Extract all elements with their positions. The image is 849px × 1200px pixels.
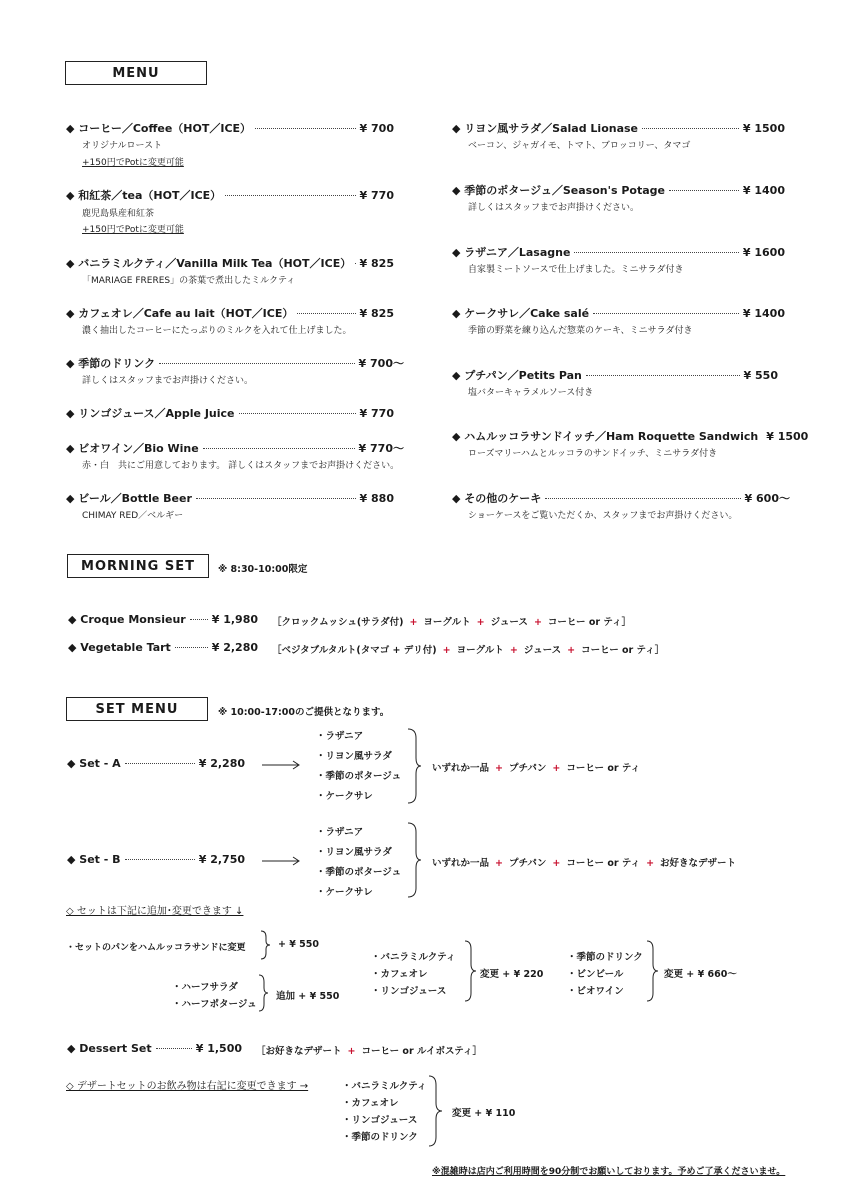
set-a-option: ・リヨン風サラダ	[316, 751, 392, 762]
item-name: ◆ カフェオレ／Cafe au lait（HOT／ICE）	[66, 307, 294, 320]
set-a-line	[67, 757, 245, 770]
menu-item	[66, 120, 394, 136]
item-name: ◆ ケークサレ／Cake salé	[452, 307, 590, 320]
set-a-includes: いずれか一品 + プチパン + コーヒー or ティ	[432, 763, 641, 774]
menu-item	[452, 305, 785, 321]
item-name: ◆ バニラミルクティ／Vanilla Milk Tea（HOT／ICE）	[66, 257, 352, 270]
change-item: ・ハーフサラダ	[172, 982, 238, 993]
item-desc: ショーケースをご覧いただくか、スタッフまでお声掛けください。	[468, 511, 738, 521]
arrow-right-icon	[262, 856, 302, 866]
item-price: ¥ 550	[743, 369, 778, 382]
change-item: ・バニラミルクティ	[371, 952, 456, 963]
item-price: ¥ 700〜	[358, 357, 404, 370]
item-desc: 塩バターキャラメルソース付き	[468, 388, 594, 398]
menu-item	[66, 355, 404, 371]
footer-note: ※混雑時は店内ご利用時間を90分制でお願いしております。予めご了承くださいませ。	[432, 1167, 786, 1177]
item-name: ◆ ビオワイン／Bio Wine	[66, 442, 199, 455]
right-brace-icon	[464, 940, 478, 1002]
change-item: ・季節のドリンク	[567, 952, 643, 963]
item-name: ◆ Set - B	[67, 853, 121, 866]
item-price: ¥ 770	[359, 189, 394, 202]
item-desc: +150円でPotに変更可能	[82, 225, 184, 235]
right-brace-icon	[260, 930, 272, 960]
item-price: ¥ 600〜	[744, 492, 790, 505]
item-name: ◆ Vegetable Tart	[68, 641, 171, 654]
set-menu-note: ※ 10:00-17:00のご提供となります。	[218, 707, 390, 718]
item-name: ◆ Croque Monsieur	[68, 613, 186, 626]
dessert-set-desc: ［お好きなデザート + コーヒー or ルイボスティ］	[256, 1046, 483, 1057]
item-desc: CHIMAY RED／ベルギー	[82, 511, 184, 521]
item-name: ◆ 季節のポタージュ／Season's Potage	[452, 184, 665, 197]
dessert-change-item: ・季節のドリンク	[342, 1132, 418, 1143]
set-a-option: ・ケークサレ	[316, 791, 373, 802]
set-b-option: ・リヨン風サラダ	[316, 847, 392, 858]
item-name: ◆ プチパン／Petits Pan	[452, 369, 582, 382]
set-b-includes: いずれか一品 + プチパン + コーヒー or ティ + お好きなデザート	[432, 858, 737, 869]
item-name: ◆ ラザニア／Lasagne	[452, 246, 571, 259]
dessert-change-item: ・リンゴジュース	[342, 1115, 418, 1126]
right-brace-icon	[428, 1075, 444, 1147]
set-a-option: ・季節のポタージュ	[316, 771, 402, 782]
menu-item	[452, 244, 785, 260]
set-changes-note: ◇ セットは下記に追加･変更できます ↓	[66, 906, 244, 917]
item-name: ◆ リンゴジュース／Apple Juice	[66, 407, 235, 420]
change-price: 変更 + ¥ 660〜	[664, 969, 737, 980]
item-desc: 濃く抽出したコーヒーにたっぷりのミルクを入れて仕上げました。	[82, 326, 352, 336]
item-name: ◆ 和紅茶／tea（HOT／ICE）	[66, 189, 222, 202]
arrow-right-icon	[262, 760, 302, 770]
item-desc: 赤・白 共にご用意しております。 詳しくはスタッフまでお声掛けください。	[82, 461, 400, 471]
change-price: + ¥ 550	[278, 939, 320, 950]
menu-item	[452, 367, 778, 383]
menu-item	[452, 428, 809, 444]
menu-item	[452, 490, 790, 506]
item-name: ◆ Dessert Set	[67, 1042, 152, 1055]
morning-item-desc: ［クロックムッシュ(サラダ付) + ヨーグルト + ジュース + コーヒー or ティ］	[272, 617, 632, 628]
item-desc: +150円でPotに変更可能	[82, 158, 184, 168]
item-desc: オリジナルロースト	[82, 141, 163, 151]
set-b-line	[67, 853, 245, 866]
item-price: ¥ 2,280	[198, 757, 245, 770]
change-price: 変更 + ¥ 220	[480, 969, 544, 980]
item-price: ¥ 1500	[742, 122, 785, 135]
dessert-change-item: ・バニラミルクティ	[342, 1081, 427, 1092]
dessert-change-price: 変更 + ¥ 110	[452, 1108, 516, 1119]
menu-item	[452, 120, 785, 136]
menu-item	[66, 187, 394, 203]
morning-item-line	[68, 613, 258, 626]
item-price: ¥ 1400	[742, 184, 785, 197]
change-item: ・セットのパンをハムルッコラサンドに変更	[66, 943, 246, 953]
item-desc: ローズマリーハムとルッコラのサンドイッチ、ミニサラダ付き	[468, 449, 718, 459]
item-price: ¥ 2,280	[211, 641, 258, 654]
item-desc: 詳しくはスタッフまでお声掛けください。	[82, 376, 254, 386]
item-desc: 詳しくはスタッフまでお声掛けください。	[468, 203, 640, 213]
set-a-option: ・ラザニア	[316, 731, 364, 742]
menu-title: MENU	[65, 61, 207, 85]
change-item: ・ビンビール	[567, 969, 624, 980]
item-name: ◆ 季節のドリンク	[66, 357, 156, 370]
item-price: ¥ 880	[359, 492, 394, 505]
dessert-change-item: ・カフェオレ	[342, 1098, 399, 1109]
item-name: ◆ ハムルッコラサンドイッチ／Ham Roquette Sandwich	[452, 430, 759, 443]
menu-item	[66, 490, 394, 506]
right-brace-icon	[258, 974, 270, 1012]
item-price: ¥ 1500	[766, 430, 809, 443]
menu-item	[66, 405, 394, 421]
item-name: ◆ その他のケーキ	[452, 492, 542, 505]
item-name: ◆ ビール／Bottle Beer	[66, 492, 192, 505]
item-desc: 「MARIAGE FRERES」の茶葉で煮出したミルクティ	[82, 276, 296, 286]
morning-item-desc: ［ベジタブルタルト(タマゴ + デリ付) + ヨーグルト + ジュース + コーヒー or ティ］	[272, 645, 665, 656]
set-b-option: ・ケークサレ	[316, 887, 373, 898]
change-item: ・ビオワイン	[567, 986, 624, 997]
morning-item-line	[68, 641, 258, 654]
item-price: ¥ 1,500	[195, 1042, 242, 1055]
set-menu-title: SET MENU	[66, 697, 208, 721]
right-brace-icon	[646, 940, 660, 1002]
change-price: 追加 + ¥ 550	[276, 991, 340, 1002]
change-item: ・ハーフポタージュ	[172, 999, 257, 1010]
item-desc: 鹿児島県産和紅茶	[82, 209, 155, 219]
dessert-set-line	[67, 1042, 242, 1055]
item-price: ¥ 825	[359, 307, 394, 320]
dessert-note: ◇ デザートセットのお飲み物は右記に変更できます →	[66, 1081, 309, 1092]
item-price: ¥ 2,750	[198, 853, 245, 866]
set-b-option: ・季節のポタージュ	[316, 867, 402, 878]
item-name: ◆ Set - A	[67, 757, 121, 770]
right-brace-icon	[406, 728, 422, 804]
item-name: ◆ リヨン風サラダ／Salad Lionase	[452, 122, 639, 135]
morning-note: ※ 8:30-10:00限定	[218, 564, 308, 575]
set-b-option: ・ラザニア	[316, 827, 364, 838]
menu-item	[66, 305, 394, 321]
morning-set-title: MORNING SET	[67, 554, 209, 578]
item-price: ¥ 1400	[742, 307, 785, 320]
right-brace-icon	[406, 822, 422, 898]
item-price: ¥ 770	[359, 407, 394, 420]
item-desc: ベーコン、ジャガイモ、トマト、ブロッコリー、タマゴ	[468, 141, 691, 151]
item-name: ◆ コーヒー／Coffee（HOT／ICE）	[66, 122, 252, 135]
item-desc: 季節の野菜を練り込んだ惣菜のケーキ、ミニサラダ付き	[468, 326, 693, 336]
item-price: ¥ 1600	[742, 246, 785, 259]
change-item: ・リンゴジュース	[371, 986, 447, 997]
item-price: ¥ 770〜	[358, 442, 404, 455]
menu-item	[452, 182, 785, 198]
menu-item	[66, 255, 394, 271]
item-price: ¥ 1,980	[211, 613, 258, 626]
change-item: ・カフェオレ	[371, 969, 428, 980]
item-price: ¥ 700	[359, 122, 394, 135]
item-desc: 自家製ミートソースで仕上げました。ミニサラダ付き	[468, 265, 684, 275]
menu-item	[66, 440, 404, 456]
item-price: ¥ 825	[359, 257, 394, 270]
